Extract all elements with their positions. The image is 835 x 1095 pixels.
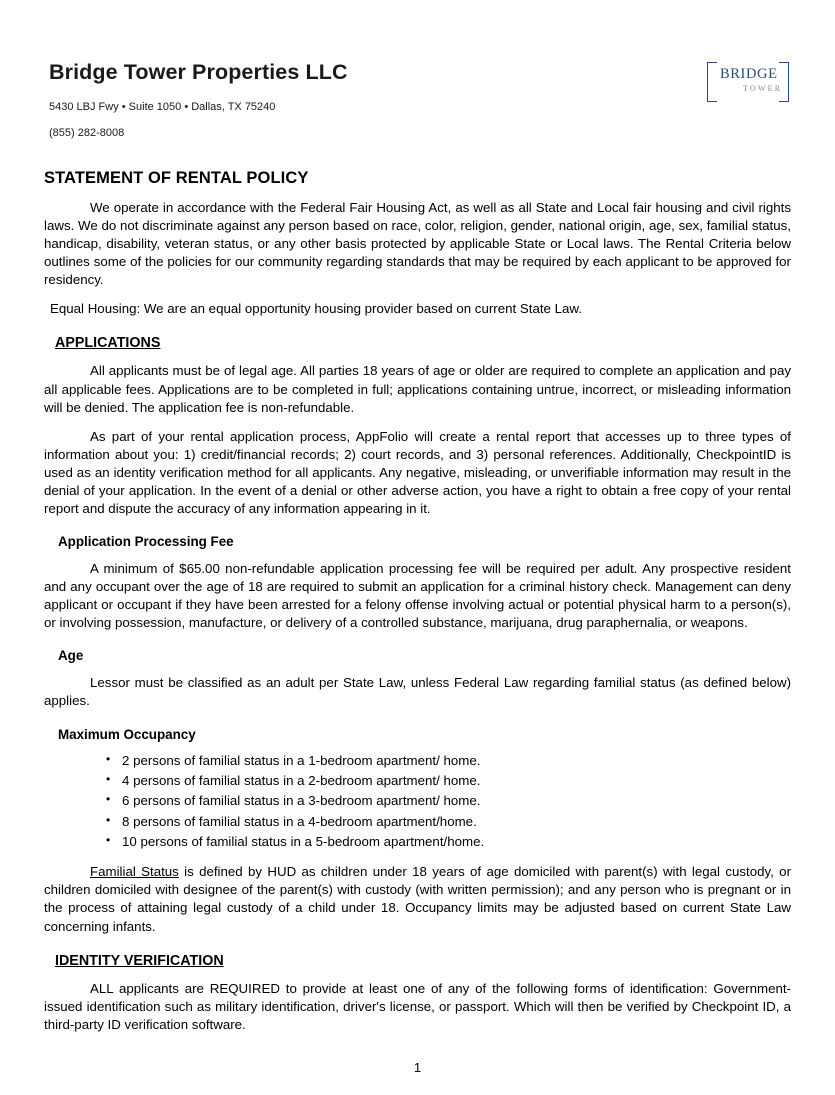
applications-paragraph-2: As part of your rental application process, AppFolio will create a rental report that accesses up to three types of information about you: 1) credit/financial records; 2) court records, and 3) personal references. Additionally, CheckpointID is used as an identity verification method for all applicants. Any negative, misleading, or unverifiable information may result in the denial of your application. In the event of a denial or other adverse action, you have a right to obtain a free copy of your rental report and dispute the accuracy of any information appearing in it. (44, 428, 791, 517)
bridge-tower-logo (707, 62, 789, 102)
familial-status-term: Familial Status (90, 864, 179, 880)
list-item: • 6 persons of familial status in a 3-bedroom apartment/ home. (106, 791, 791, 811)
list-item: • 10 persons of familial status in a 5-bedroom apartment/home. (106, 832, 791, 852)
age-paragraph: Lessor must be classified as an adult per State Law, unless Federal Law regarding familial status (as defined below) applies. (44, 675, 791, 709)
section-heading-applications: APPLICATIONS (55, 335, 161, 352)
occupancy-list (44, 751, 791, 853)
page-title: STATEMENT OF RENTAL POLICY (44, 169, 309, 187)
list-item: • 8 persons of familial status in a 4-bedroom apartment/home. (106, 812, 791, 832)
logo-secondary-text: TOWER (743, 84, 783, 93)
list-item: • 4 persons of familial status in a 2-bedroom apartment/ home. (106, 771, 791, 791)
company-phone: (855) 282-8008 (49, 127, 125, 139)
logo-bracket-right-icon (779, 62, 789, 102)
familial-status-paragraph (44, 863, 791, 935)
section-heading-identity-verification: IDENTITY VERIFICATION (55, 952, 224, 969)
familial-status-body: is defined by HUD as children under 18 years of age domiciled with parent(s) with legal custody, or children domiciled with designee of the parent(s) with custody (with written permission); and any person who is pregnant or in the process of attaining legal custody of a child under 18. Occupancy limits may be adjusted based on current State Law concerning infants. (44, 864, 791, 934)
company-address: 5430 LBJ Fwy • Suite 1050 • Dallas, TX 75240 (49, 101, 276, 113)
subsection-heading-maximum-occupancy: Maximum Occupancy (58, 726, 196, 742)
company-name: Bridge Tower Properties LLC (49, 60, 348, 84)
list-item: • 2 persons of familial status in a 1-bedroom apartment/ home. (106, 751, 791, 771)
application-processing-fee-paragraph: A minimum of $65.00 non-refundable application processing fee will be required per adult. Any prospective resident and any occupant over the age of 18 are required to submit an application for a criminal history check. Management can deny applicant or occupant if they have been arrested for a felony offense involving actual or potential physical harm to a person(s), or involving possession, manufacture, or delivery of a controlled substance, marijuana, drug paraphernalia, or weapons. (44, 561, 791, 631)
applications-paragraph-1: All applicants must be of legal age. All parties 18 years of age or older are required to complete an application and pay all applicable fees. Applications are to be completed in full; applications containing untrue, incorrect, or misleading information will be denied. The application fee is non-refundable. (44, 363, 791, 415)
subsection-heading-age: Age (58, 648, 84, 664)
page-number: 1 (413, 1059, 422, 1075)
identity-verification-paragraph: ALL applicants are REQUIRED to provide at least one of any of the following forms of identification: Government-issued identification such as military identification, driver's license, or passport. Which will then be verified by Checkpoint ID, a third-party ID verification software. (44, 980, 791, 1032)
logo-primary-text: BRIDGE (720, 66, 778, 82)
subsection-heading-application-processing-fee: Application Processing Fee (58, 534, 234, 550)
document-header (44, 60, 791, 139)
equal-housing-statement: Equal Housing: We are an equal opportunity housing provider based on current State Law. (50, 301, 582, 317)
logo-bracket-left-icon (707, 62, 717, 102)
intro-paragraph: We operate in accordance with the Federal Fair Housing Act, as well as all State and Local fair housing and civil rights laws. We do not discriminate against any person based on race, color, religion, gender, national origin, age, sex, familial status, handicap, disability, veteran status, or any other basis protected by applicable State or Local laws. The Rental Criteria below outlines some of the policies for our community regarding standards that may be required by each applicant to be approved for residency. (44, 200, 791, 288)
